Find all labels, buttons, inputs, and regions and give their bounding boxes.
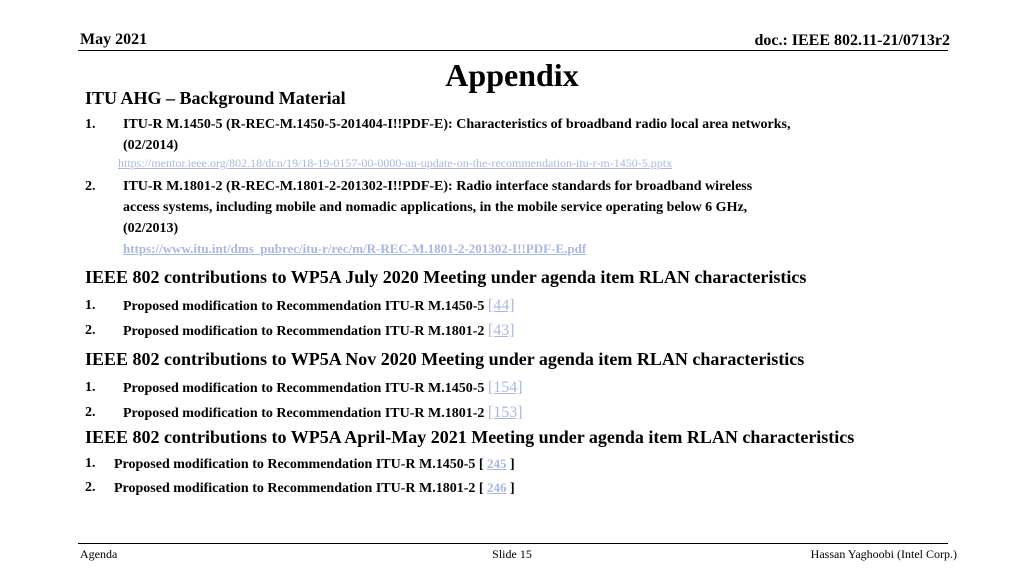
list-number: 1.	[85, 117, 96, 132]
list-item-text: Proposed modification to Recommendation ITU-R M.1450-5	[123, 381, 488, 396]
slide-title: Appendix	[445, 57, 579, 93]
reference-link-246[interactable]: 246	[487, 480, 507, 495]
list-item-text: Proposed modification to Recommendation ITU-R M.1801-2	[123, 324, 488, 339]
list-number: 2.	[85, 480, 96, 495]
reference-link-153[interactable]: [153]	[487, 404, 523, 421]
slide-number: Slide 15	[492, 547, 532, 561]
list-number: 2.	[85, 179, 96, 194]
bracket-close: ]	[506, 481, 515, 496]
itu-pdf-link[interactable]: https://www.itu.int/dms_pubrec/itu-r/rec/m/R-REC-M.1801-2-201302-I!!PDF-E.pdf	[123, 241, 587, 256]
list-number: 1.	[85, 298, 96, 313]
list-item-text: Proposed modification to Recommendation ITU-R M.1450-5	[123, 299, 488, 314]
list-number: 1.	[85, 456, 96, 471]
list-number: 2.	[85, 323, 96, 338]
list-item-text: Proposed modification to Recommendation ITU-R M.1801-2 [	[114, 481, 488, 496]
reference-link-43[interactable]: [43]	[487, 322, 515, 339]
header-doc-id: doc.: IEEE 802.11-21/0713r2	[754, 32, 950, 49]
list-number: 2.	[85, 405, 96, 420]
list-item-text: Proposed modification to Recommendation ITU-R M.1450-5 [	[114, 457, 488, 472]
reference-link-44[interactable]: [44]	[487, 297, 515, 314]
section-heading-nov-2020: IEEE 802 contributions to WP5A Nov 2020 Meeting under agenda item RLAN characteristics	[85, 349, 805, 369]
header-divider	[78, 50, 948, 51]
reference-link-154[interactable]: [154]	[487, 379, 523, 396]
list-item-text-cont: (02/2013)	[123, 221, 179, 236]
footer-author: Hassan Yaghoobi (Intel Corp.)	[810, 547, 957, 561]
footer-divider	[78, 543, 948, 544]
header-date: May 2021	[80, 31, 148, 48]
list-item-text: Proposed modification to Recommendation ITU-R M.1801-2	[123, 406, 488, 421]
reference-link-245[interactable]: 245	[487, 456, 507, 471]
footer-left: Agenda	[80, 547, 118, 561]
bracket-close: ]	[506, 457, 515, 472]
section-heading-itu: ITU AHG – Background Material	[85, 88, 346, 108]
section-heading-july-2020: IEEE 802 contributions to WP5A July 2020 Meeting under agenda item RLAN characteristics	[85, 267, 807, 287]
list-item-text: ITU-R M.1450-5 (R-REC-M.1450-5-201404-I!!PDF-E): Characteristics of broadband radio local area networks,	[123, 117, 791, 132]
section-heading-april-may-2021: IEEE 802 contributions to WP5A April-May 2021 Meeting under agenda item RLAN characteristics	[85, 427, 855, 447]
mentor-link[interactable]: https://mentor.ieee.org/802.18/dcn/19/18-19-0157-00-0000-an-update-on-the-recommendation-itu-r-m-1450-5.pptx	[118, 156, 673, 170]
list-number: 1.	[85, 380, 96, 395]
list-item-text-cont: access systems, including mobile and nomadic applications, in the mobile service operating below 6 GHz,	[123, 200, 748, 215]
list-item-text: ITU-R M.1801-2 (R-REC-M.1801-2-201302-I!!PDF-E): Radio interface standards for broadband wireless	[123, 179, 753, 194]
list-item-text-cont: (02/2014)	[123, 138, 179, 153]
